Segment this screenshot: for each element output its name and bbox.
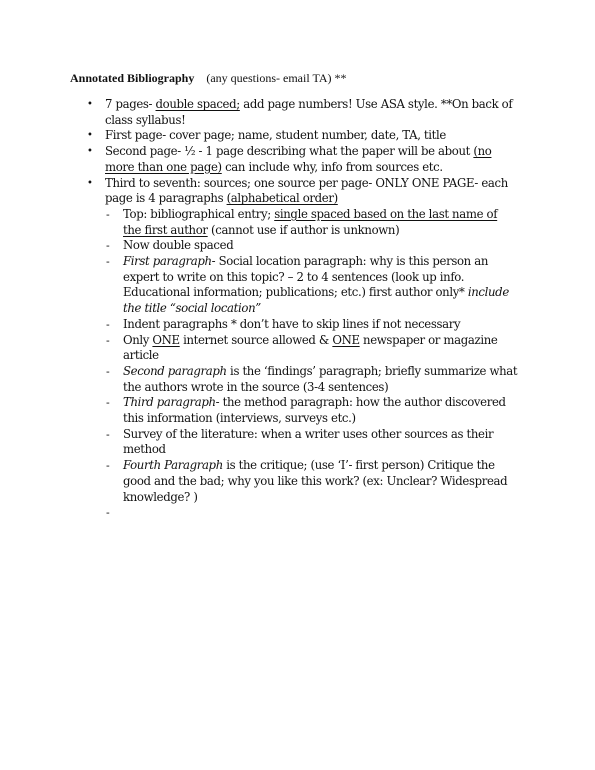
subitem-line	[123, 333, 497, 348]
underlined-text: the first author	[123, 222, 208, 237]
italic-text: Third paragraph	[123, 395, 216, 410]
dash-icon: -	[106, 396, 110, 410]
bullet-line	[105, 97, 512, 112]
title-note: (any questions- email TA) **	[206, 71, 347, 85]
subitem-line	[123, 254, 488, 269]
subitem-line	[123, 270, 464, 285]
dash-icon: -	[106, 255, 110, 268]
subitem-line	[123, 458, 495, 473]
text-run: knowledge? )	[123, 489, 198, 504]
bullet-icon: •	[87, 177, 93, 189]
text-run: Only	[123, 332, 153, 347]
dash-icon: -	[106, 207, 110, 221]
text-run: (cannot use if author is unknown)	[207, 222, 400, 237]
bullet-icon: •	[87, 146, 93, 158]
subitem-line	[123, 348, 159, 363]
underlined-text: ONE	[152, 332, 180, 347]
text-run: newspaper or magazine	[359, 332, 498, 347]
underlined-text: (no	[473, 144, 492, 159]
text-run: this information (interviews, surveys etc.)	[123, 411, 356, 425]
text-run: First page- cover page; name, student number, date, TA, title	[105, 128, 446, 143]
subitem-line	[123, 411, 356, 426]
text-run: Third to seventh: sources; one source per page- ONLY ONE PAGE- each	[105, 175, 508, 190]
text-run: class syllabus!	[105, 112, 186, 127]
subitem-line	[123, 442, 166, 457]
text-run: method	[123, 442, 166, 457]
italic-text: Second paragraph	[123, 363, 227, 378]
underlined-text: ONE	[332, 332, 360, 347]
text-run: Educational information; publications; etc.) first author only*	[123, 285, 468, 300]
dash-icon: -	[106, 317, 110, 331]
text-run: can include why, info from sources etc.	[221, 159, 443, 174]
bullet-icon: •	[87, 99, 93, 110]
italic-text: include	[467, 285, 509, 300]
text-run: expert to write on this topic? – 2 to 4 sentences (look up info.	[123, 269, 465, 284]
dash-icon: -	[106, 364, 110, 378]
dash-icon: -	[106, 239, 110, 253]
text-run: is the critique; (use ‘I’- first person) Critique the	[222, 458, 495, 473]
text-run: 7 pages-	[105, 97, 156, 111]
italic-text: First paragraph	[123, 254, 212, 268]
bullet-line	[105, 113, 185, 128]
underlined-text: (alphabetical order)	[226, 191, 338, 206]
subitem-line	[123, 395, 506, 410]
subitem-line	[123, 285, 509, 300]
subitem-line	[123, 364, 517, 379]
dash-icon: -	[106, 333, 110, 347]
bullet-line	[105, 160, 443, 175]
text-run: - Social location paragraph: why is this person an	[211, 254, 489, 268]
bullet-icon: •	[87, 130, 93, 142]
subitem-line	[123, 427, 493, 442]
underlined-text: single spaced based on the last name of	[274, 206, 498, 221]
dash-icon: -	[106, 427, 110, 441]
text-run: - the method paragraph: how the author discovered	[215, 395, 506, 410]
text-run: page is 4 paragraphs	[105, 191, 227, 206]
dash-icon: -	[106, 506, 110, 520]
text-run: Now double spaced	[123, 238, 234, 253]
subitem-line	[123, 490, 198, 505]
title-bold: Annotated Bibliography	[70, 71, 195, 85]
text-run: add page numbers! Use ASA style. **On back of	[239, 97, 513, 111]
text-run: Survey of the literature: when a writer uses other sources as their	[123, 426, 494, 441]
dash-icon: -	[106, 459, 110, 473]
document-title	[70, 71, 346, 86]
underlined-text: more than one page)	[105, 159, 222, 174]
text-run: Top: bibliographical entry;	[123, 206, 275, 221]
text-run: is the ‘findings’ paragraph; briefly summarize what	[226, 363, 518, 378]
text-run: internet source allowed &	[179, 332, 333, 347]
bullet-line	[105, 191, 338, 206]
italic-text: the title “social location”	[123, 301, 261, 316]
italic-text: Fourth Paragraph	[123, 458, 223, 473]
underlined-text: double spaced;	[155, 97, 240, 111]
subitem-line	[123, 301, 261, 316]
subitem-line	[123, 223, 399, 238]
subitem-line	[123, 317, 460, 332]
subitem-line	[123, 380, 388, 395]
bullet-line	[105, 128, 446, 143]
subitem-line	[123, 474, 507, 489]
subitem-line	[123, 238, 233, 253]
bullet-line	[105, 176, 508, 191]
text-run: article	[123, 348, 159, 363]
bullet-line	[105, 144, 491, 159]
text-run: Indent paragraphs * don’t have to skip lines if not necessary	[123, 316, 461, 331]
text-run: Second page- ½ - 1 page describing what the paper will be about	[105, 144, 474, 159]
subitem-line	[123, 207, 497, 222]
text-run: the authors wrote in the source (3-4 sentences)	[123, 379, 389, 394]
text-run: good and the bad; why you like this work? (ex: Unclear? Widespread	[123, 473, 508, 488]
